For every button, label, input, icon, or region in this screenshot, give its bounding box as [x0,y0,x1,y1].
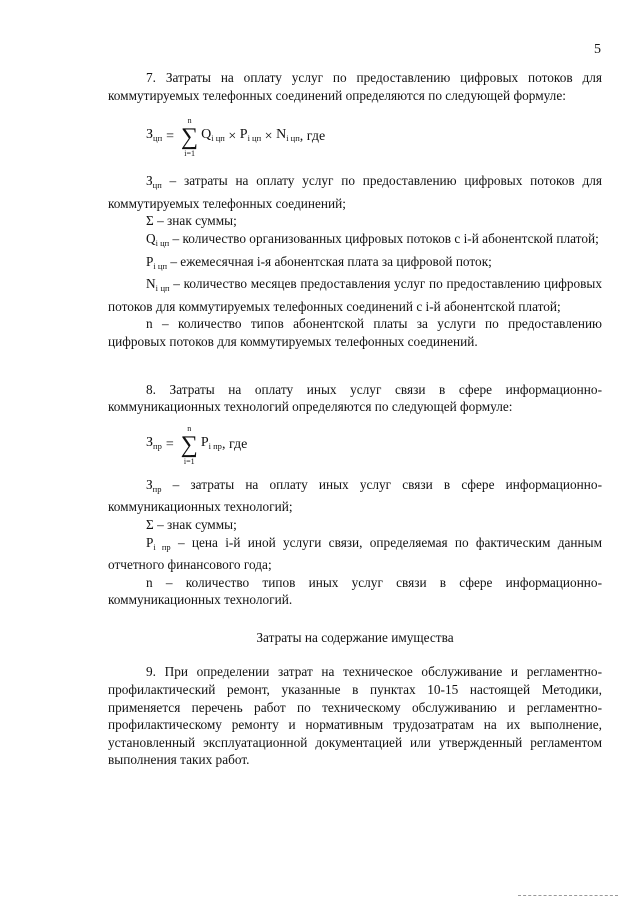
definition-z-cp: $З_{цп}$ – затраты на оплату услуг по предоставлению цифровых потоков для коммутируемых телефонных соединений; [108,173,602,211]
scan-artifact-line [518,895,618,898]
paragraph-8-intro: 8. Затраты на оплату иных услуг связи в сфере информационно-коммуникационных технологий определяются по следующей формуле: [108,381,602,415]
definition-n-types: n – количество типов абонентской платы за услуги по предоставлению цифровых потоков для коммутируемых телефонных соединений. [108,316,602,349]
section-heading: Затраты на содержание имущества [256,629,454,645]
formula-times: × [261,129,277,145]
definition-q-icp: $Q_{i цп}$ – количество организованных цифровых потоков с i-й абонентской платой; [146,230,599,248]
summation-sign: n ∑ i=1 [181,116,199,159]
definition-z-pr: $З_{пр}$ – затраты на оплату иных услуг связи в сфере информационно-коммуникационных технологий; [108,476,602,515]
paragraph-9: 9. При определении затрат на техническое обслуживание и регламентно-профилактический ремонт, указанные в пунктах 10-15 настоящей Методики, применяется перечень работ по техническому обслуживанию и регламентно-профилактическому ремонту и нормативным трудозатратам на их выполнение, установленный эксплуатационной документацией или утвержденный регламентом выполнения таких работ. [108,664,602,768]
formula-term-p: $P_{i цп}$ [239,127,262,144]
formula-other-services [146,422,602,468]
definition-sigma: Σ – знак суммы; [146,213,237,229]
summation-sign: n ∑ i=1 [180,423,198,466]
definition-n-icp: $N_{i цп}$ – количество месяцев предоставления услуг по предоставлению цифровых потоков для коммутируемых телефонных соединений с i-й абонентской платой; [108,276,602,314]
definition-sigma: Σ – знак суммы; [146,516,237,532]
definition-n-types: n – количество типов иных услуг связи в сфере информационно-коммуникационных технологий. [108,574,602,608]
formula-equals: = [165,436,174,452]
page-number: 5 [594,42,601,57]
formula-lhs: $З_{цп}$ [146,127,163,144]
formula-tail: , где [221,436,248,452]
formula-term-n: $N_{i цп}$ [276,127,300,144]
formula-times: × [224,129,240,145]
formula-lhs: $З_{пр}$ [146,434,162,451]
formula-term-q: $Q_{i цп}$ [201,127,225,144]
formula-tail: , где [299,129,326,145]
definition-p-icp: $P_{i цп}$ – ежемесячная i-я абонентская плата за цифровой поток; [146,253,492,271]
paragraph-7-intro: 7. Затраты на оплату услуг по предоставлению цифровых потоков для коммутируемых телефонных соединений определяются по следующей формуле: [108,70,602,103]
formula-equals: = [166,129,175,145]
formula-digital-streams [146,114,602,160]
formula-term-p: $P_{i пр}$ [200,434,222,451]
document-body [108,69,602,769]
definition-p-ipr: $P_{i пр}$ – цена i-й иной услуги связи, определяемая по фактическим данным отчетного финансового года; [108,534,602,573]
